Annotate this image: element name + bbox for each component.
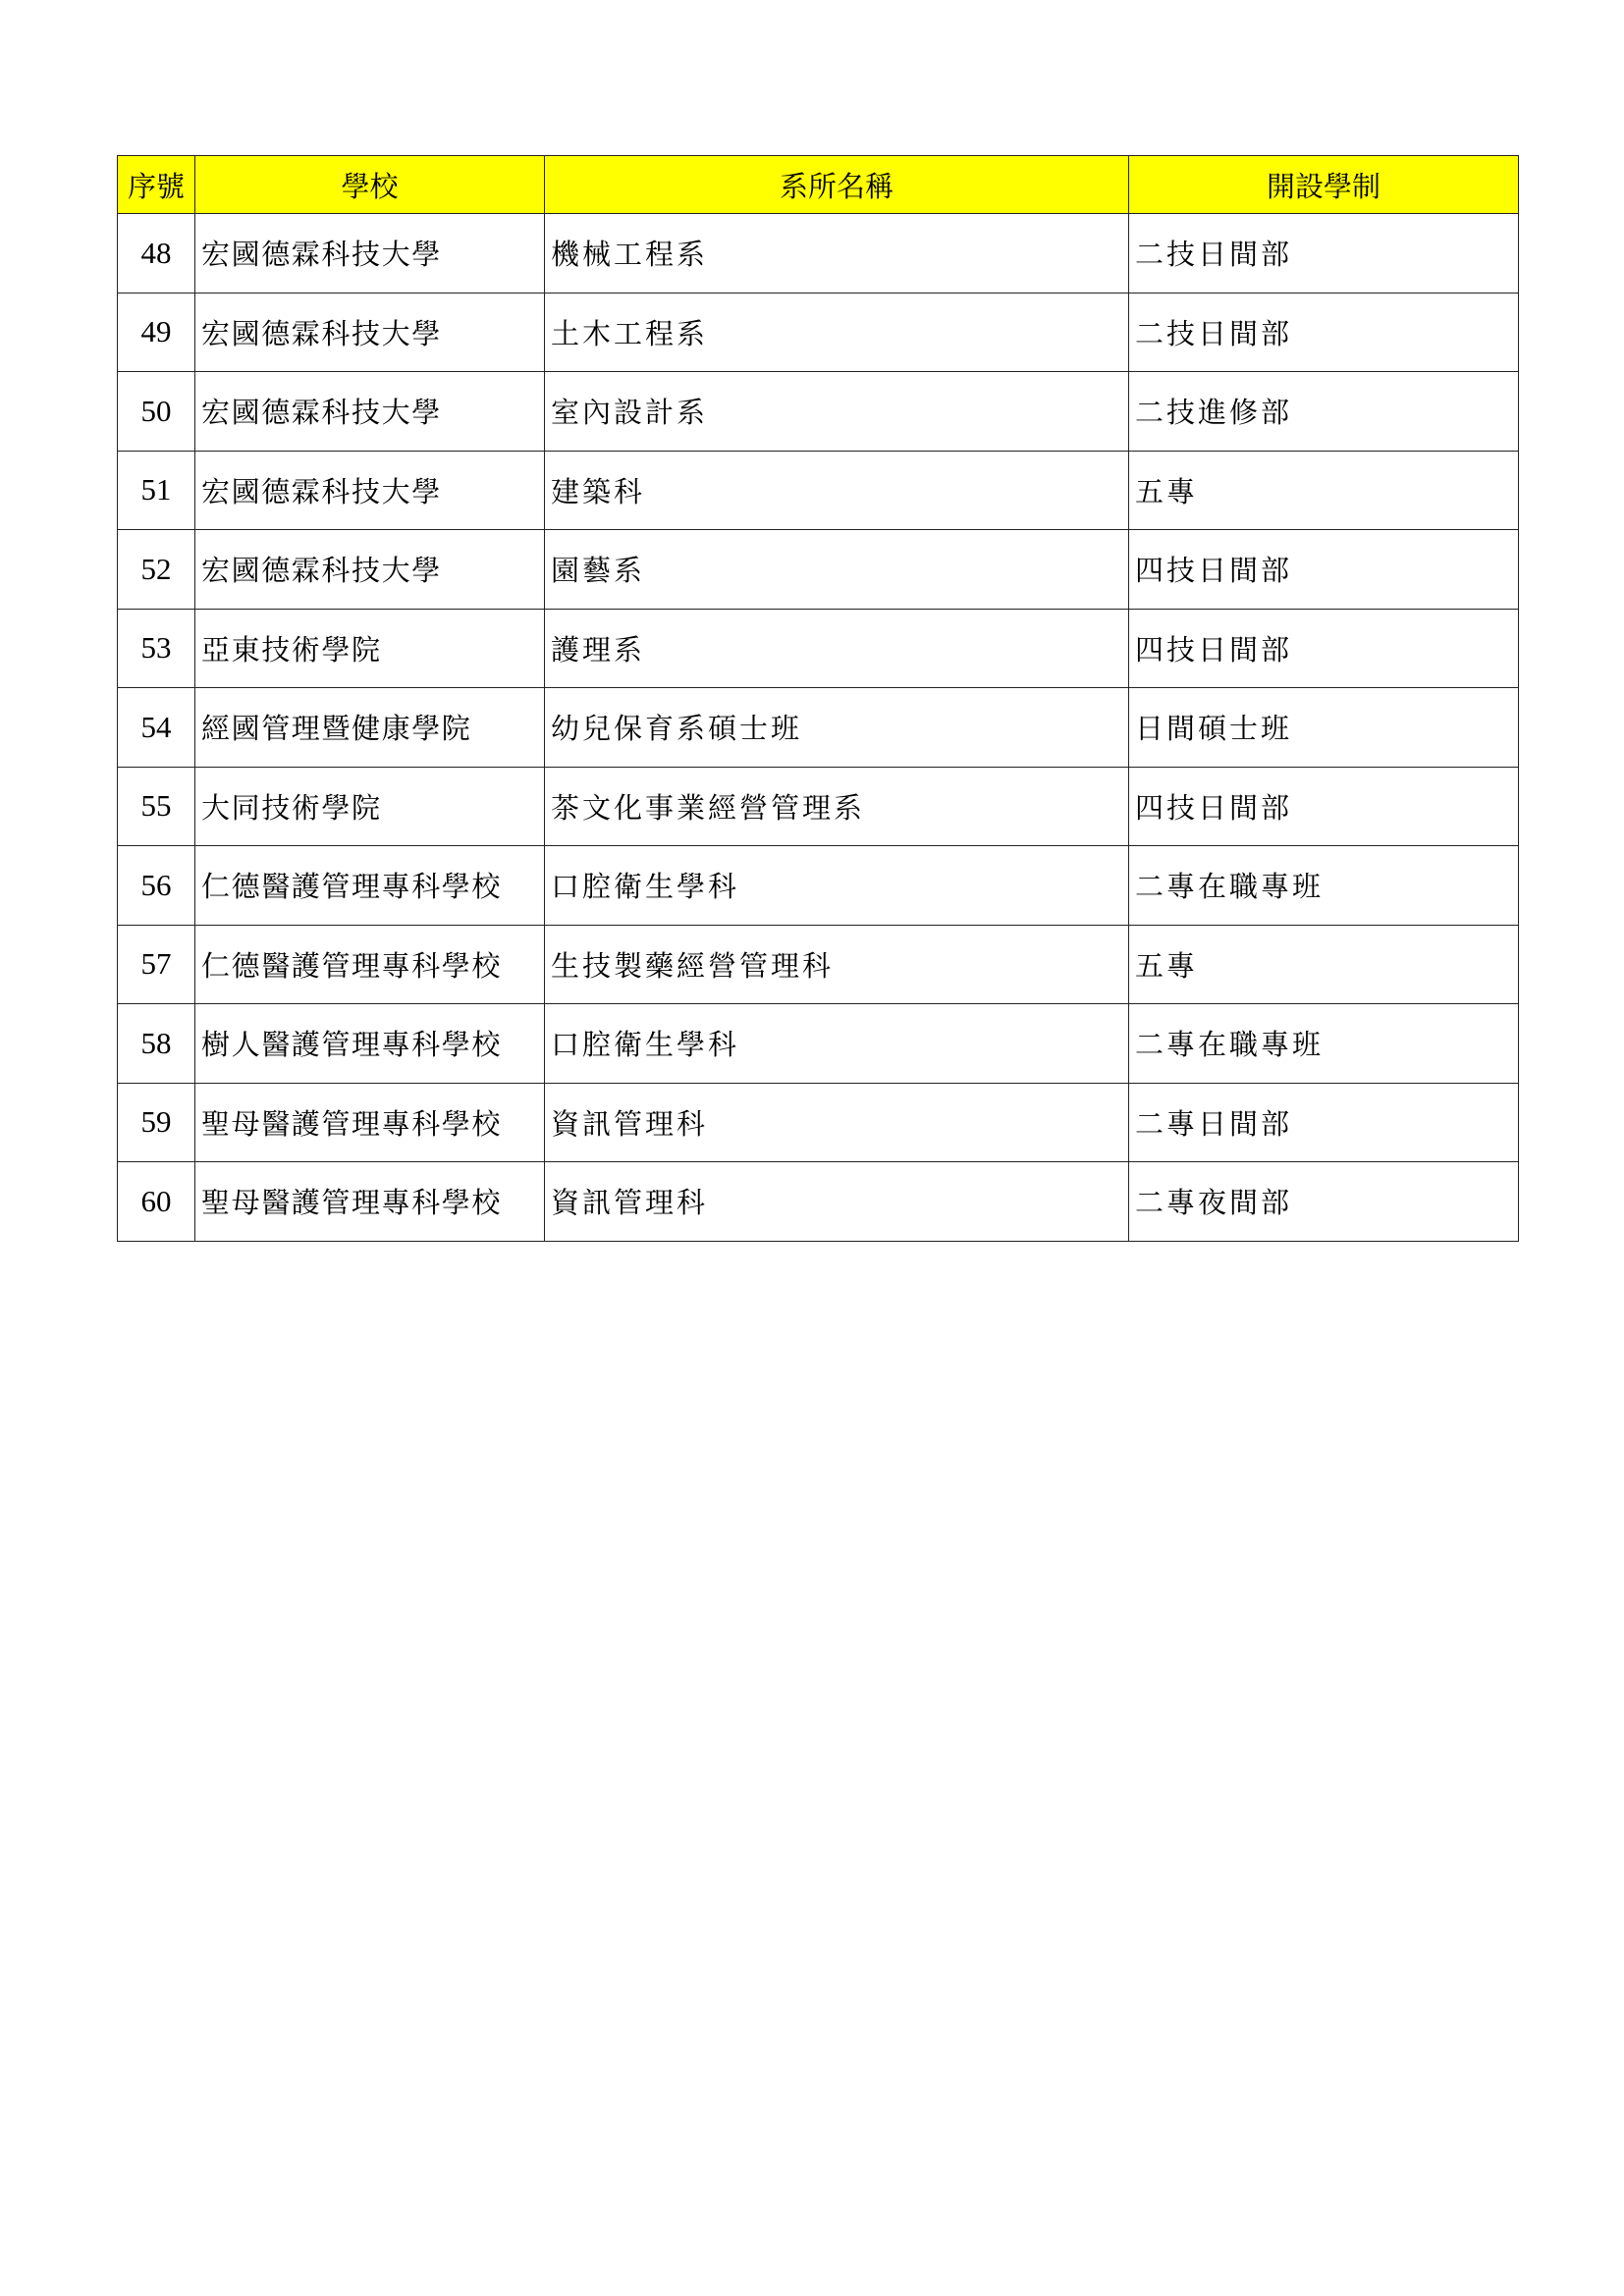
row-department: 室內設計系 bbox=[545, 372, 1129, 452]
table-row bbox=[118, 767, 1519, 846]
row-program-type: 五專 bbox=[1129, 451, 1519, 530]
header-program-type: 開設學制 bbox=[1129, 156, 1519, 214]
program-table bbox=[117, 155, 1519, 1242]
row-number: 59 bbox=[118, 1083, 195, 1162]
row-department: 口腔衛生學科 bbox=[545, 1004, 1129, 1084]
row-department: 生技製藥經營管理科 bbox=[545, 925, 1129, 1004]
row-program-type: 二技日間部 bbox=[1129, 214, 1519, 294]
row-program-type: 四技日間部 bbox=[1129, 767, 1519, 846]
table-row bbox=[118, 925, 1519, 1004]
row-number: 56 bbox=[118, 846, 195, 926]
table-row bbox=[118, 214, 1519, 294]
row-department: 資訊管理科 bbox=[545, 1162, 1129, 1242]
row-school: 經國管理暨健康學院 bbox=[195, 688, 545, 768]
row-school: 仁德醫護管理專科學校 bbox=[195, 925, 545, 1004]
row-school: 宏國德霖科技大學 bbox=[195, 214, 545, 294]
row-school: 亞東技術學院 bbox=[195, 609, 545, 688]
header-department: 系所名稱 bbox=[545, 156, 1129, 214]
table-row bbox=[118, 530, 1519, 610]
row-department: 護理系 bbox=[545, 609, 1129, 688]
row-school: 聖母醫護管理專科學校 bbox=[195, 1162, 545, 1242]
row-department: 園藝系 bbox=[545, 530, 1129, 610]
row-school: 宏國德霖科技大學 bbox=[195, 372, 545, 452]
row-program-type: 二技日間部 bbox=[1129, 293, 1519, 372]
table-row bbox=[118, 688, 1519, 768]
table-row bbox=[118, 1004, 1519, 1084]
row-program-type: 四技日間部 bbox=[1129, 609, 1519, 688]
table-row bbox=[118, 1162, 1519, 1242]
row-department: 資訊管理科 bbox=[545, 1083, 1129, 1162]
table-row bbox=[118, 293, 1519, 372]
table-row bbox=[118, 451, 1519, 530]
row-school: 宏國德霖科技大學 bbox=[195, 451, 545, 530]
row-department: 土木工程系 bbox=[545, 293, 1129, 372]
row-school: 樹人醫護管理專科學校 bbox=[195, 1004, 545, 1084]
row-department: 口腔衛生學科 bbox=[545, 846, 1129, 926]
row-number: 53 bbox=[118, 609, 195, 688]
table-header-row bbox=[118, 156, 1519, 214]
row-number: 55 bbox=[118, 767, 195, 846]
row-department: 幼兒保育系碩士班 bbox=[545, 688, 1129, 768]
row-department: 建築科 bbox=[545, 451, 1129, 530]
row-number: 60 bbox=[118, 1162, 195, 1242]
header-school: 學校 bbox=[195, 156, 545, 214]
row-number: 50 bbox=[118, 372, 195, 452]
row-number: 51 bbox=[118, 451, 195, 530]
row-number: 49 bbox=[118, 293, 195, 372]
table-row bbox=[118, 609, 1519, 688]
header-serial-number: 序號 bbox=[118, 156, 195, 214]
row-department: 茶文化事業經營管理系 bbox=[545, 767, 1129, 846]
row-program-type: 日間碩士班 bbox=[1129, 688, 1519, 768]
row-program-type: 四技日間部 bbox=[1129, 530, 1519, 610]
row-number: 48 bbox=[118, 214, 195, 294]
row-school: 大同技術學院 bbox=[195, 767, 545, 846]
row-program-type: 五專 bbox=[1129, 925, 1519, 1004]
row-department: 機械工程系 bbox=[545, 214, 1129, 294]
row-school: 聖母醫護管理專科學校 bbox=[195, 1083, 545, 1162]
row-school: 仁德醫護管理專科學校 bbox=[195, 846, 545, 926]
row-program-type: 二專在職專班 bbox=[1129, 1004, 1519, 1084]
row-number: 57 bbox=[118, 925, 195, 1004]
row-program-type: 二專夜間部 bbox=[1129, 1162, 1519, 1242]
table-row bbox=[118, 372, 1519, 452]
row-number: 54 bbox=[118, 688, 195, 768]
row-program-type: 二專在職專班 bbox=[1129, 846, 1519, 926]
row-program-type: 二專日間部 bbox=[1129, 1083, 1519, 1162]
row-number: 52 bbox=[118, 530, 195, 610]
row-school: 宏國德霖科技大學 bbox=[195, 293, 545, 372]
row-number: 58 bbox=[118, 1004, 195, 1084]
table-row bbox=[118, 1083, 1519, 1162]
row-program-type: 二技進修部 bbox=[1129, 372, 1519, 452]
row-school: 宏國德霖科技大學 bbox=[195, 530, 545, 610]
table-row bbox=[118, 846, 1519, 926]
